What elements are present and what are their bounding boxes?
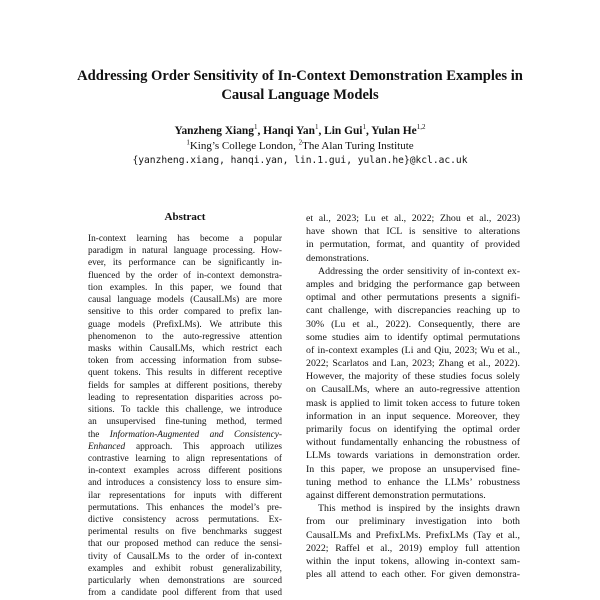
abstract-line: masks within CausalLMs, which restrict each — [88, 343, 282, 354]
abstract-line: sensitive to this order compared to prefix lan- — [88, 307, 282, 318]
body-line: on CausalLMs, where an auto-regressive attention — [306, 384, 520, 396]
abstract-line: ever, its performance can be significantly in- — [88, 258, 282, 269]
body-line: optimal and other permutations presents a signifi- — [306, 292, 520, 304]
body-line: In this paper, we propose an unsupervised fine- — [306, 463, 520, 475]
abstract-body — [88, 233, 282, 600]
author-emails: {yanzheng.xiang, hanqi.yan, lin.1.gui, yulan.he}@kcl.ac.uk — [132, 155, 468, 166]
title-line-1: Addressing Order Sensitivity of In-Context Demonstration Examples in — [77, 68, 523, 84]
affil-mark: 2 — [298, 138, 303, 147]
body-line: 2022; Scarlatos and Lan, 2023; Zhang et al., 2022). — [306, 358, 520, 370]
abstract-line: guage models (PrefixLMs). We attribute this — [88, 319, 282, 330]
body-line: mask is applied to limit token access to future token — [306, 397, 520, 409]
author-name: Lin Gui — [324, 125, 363, 137]
intro-body — [306, 212, 520, 600]
affil-mark: 1 — [186, 138, 190, 147]
abstract-line: phenomenon to the auto-regressive attention — [88, 331, 282, 342]
author-affil-mark: 1 — [362, 123, 366, 132]
abstract-line-method — [88, 429, 282, 441]
body-line: This method is inspired by the insights drawn — [318, 503, 520, 515]
affiliations — [40, 139, 560, 153]
body-line: in permutation, format, and quantity of provided — [306, 239, 520, 251]
body-line: some studies aim to identify optimal permutations — [306, 331, 520, 343]
author-affil-mark: 1,2 — [416, 123, 426, 132]
author-list: Yanzheng Xiang$^1$, Hanqi Yan$^1$, Lin Gui$^1$, Yulan He$^{1,2}$ — [174, 123, 426, 137]
title-line-2: Causal Language Models — [221, 87, 379, 103]
abstract-line: leading to representation disparities across po- — [88, 392, 282, 403]
abstract-line: particularly when demonstrations are sourced — [88, 576, 282, 587]
body-line: against different demonstration permutations. — [306, 489, 486, 501]
author-affil-mark: 1 — [253, 123, 258, 132]
body-line: have shown that ICL is sensitive to alterations — [306, 226, 520, 238]
author-name: Yulan He — [371, 125, 417, 137]
body-line: Addressing the order sensitivity of in-context ex- — [318, 265, 520, 277]
abstract-line: an unsupervised fine-tuning method, termed — [88, 417, 282, 428]
body-line: amples and bridging the performance gap between — [306, 278, 520, 290]
body-line: of in-context examples (Li and Qiu, 2023; Wu et al., — [306, 344, 520, 356]
body-line: from our preliminary investigation into both — [306, 516, 520, 528]
body-line: within the input tokens, allowing in-context sam- — [306, 555, 520, 567]
abstract-line-method — [88, 441, 282, 453]
abstract-text: the — [88, 429, 110, 440]
abstract-line: tion examples. In this paper, we found that — [88, 282, 282, 293]
abstract-line: In-context learning has become a popular — [88, 234, 282, 244]
body-line: primarily focus on identifying the optimal order — [306, 424, 520, 435]
abstract-line: contrastive learning to align representations of — [88, 453, 282, 464]
method-name: Enhanced — [88, 441, 126, 452]
abstract-line: quent tokens. This results in different receptive — [88, 368, 282, 379]
abstract-line: examples and exhibit robust generalizability, — [88, 563, 282, 574]
author-name: Yanzheng Xiang — [174, 125, 254, 137]
abstract-line: that our proposed method can reduce the sensi- — [88, 539, 282, 550]
author-affil-mark: 1 — [314, 123, 319, 132]
body-line: without fundamentally enhancing the robustness of — [306, 437, 520, 449]
body-line: However, the majority of these studies focus solely — [306, 371, 520, 383]
author-name: Hanqi Yan — [263, 125, 315, 137]
abstract-line: dictive consistency across permutations. Ex- — [88, 515, 282, 526]
abstract-line: fields for samples at different positions, thereby — [88, 380, 282, 391]
body-line: 2022; Raffel et al., 2019) employ full attention — [306, 542, 520, 554]
abstract-text: approach. This approach utilizes — [125, 441, 282, 452]
abstract-line: fluenced by the order of in-context demonstra- — [88, 270, 282, 281]
abstract-line: perimental results on five benchmarks suggest — [88, 527, 282, 538]
body-line: cant challenge, with discrepancies reaching up to — [306, 305, 520, 317]
abstract-line: permutations. This enhances the model’s pre- — [88, 502, 282, 513]
affiliation-kcl: King’s College London, — [189, 140, 299, 152]
method-name: Information-Augmented and Consistency- — [109, 429, 282, 440]
body-line: LLMs towards variations in demonstration order. — [306, 450, 520, 462]
abstract-line: tivity of CausalLMs to the order of in-context — [88, 551, 282, 562]
abstract-line: paradigm in natural language processing. How- — [88, 246, 282, 257]
body-line: demonstrations. — [306, 252, 369, 264]
abstract-line: token from accessing information from subse- — [88, 356, 282, 367]
body-line: 30% (Lu et al., 2022). Consequently, there are — [306, 318, 520, 330]
abstract-line: in-context examples across different positions — [88, 466, 282, 477]
body-line: information in an input sequence. Moreover, they — [306, 410, 520, 422]
abstract-heading: Abstract — [164, 211, 206, 223]
paper-title — [40, 67, 560, 105]
abstract-line: ilar representations for inputs with different — [88, 490, 282, 501]
abstract-line: sitions. To tackle this challenge, we introduce — [88, 405, 282, 416]
affiliation-turing: The Alan Turing Institute — [302, 140, 414, 152]
body-line: ples all attend to each other. For given demonstra- — [306, 569, 520, 581]
abstract-line: causal language models (CausalLMs) are more — [88, 295, 282, 306]
body-line: et al., 2023; Lu et al., 2022; Zhou et al., 2023) — [306, 213, 520, 224]
abstract-line: and introduces a consistency loss to ensure sim- — [88, 478, 282, 489]
body-line: CausalLMs and PrefixLMs. PrefixLMs (Tay et al., — [306, 529, 520, 541]
abstract-line: from a candidate pool different from that used — [88, 588, 282, 599]
body-line: tuning method to enhance the LLMs’ robustness — [306, 476, 520, 488]
